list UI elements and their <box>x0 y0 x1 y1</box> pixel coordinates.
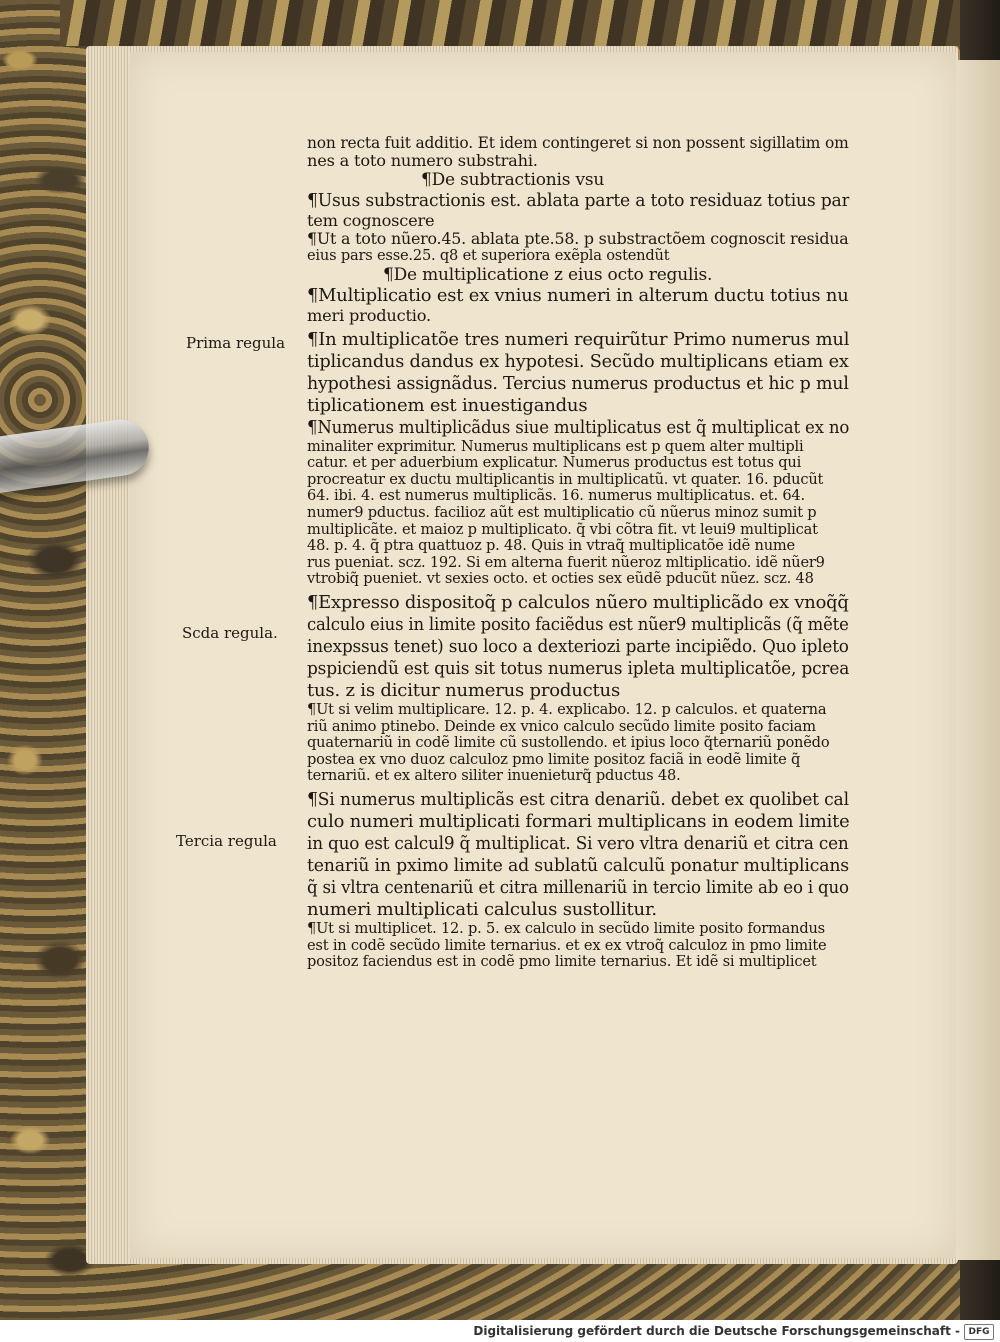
text-line: pspiciendũ est quis sit totus numerus ipleta multiplicatõe, pcrea <box>307 657 850 679</box>
text-line: positoz faciendus est in codẽ pmo limite ternarius. Et idẽ si multiplicet <box>307 954 817 971</box>
margin-note-secunda-regula: Scda regula. <box>182 624 278 642</box>
text-line: ternariũ. et ex altero siliter inuenieturq̃ pductus 48. <box>307 768 681 785</box>
section-heading: ¶De subtractionis vsu <box>421 170 605 190</box>
margin-note-prima-regula: Prima regula <box>186 334 286 352</box>
text-line: q̃ si vltra centenariũ et citra millenariũ in tercio limite ab eo i quo <box>307 876 849 898</box>
text-line: procreatur ex ductu multiplicantis in multiplicatũ. vt quater. 16. pducũt <box>307 471 824 488</box>
text-line: ¶Numerus multiplicãdus siue multiplicatus est q̃ multiplicat ex no <box>307 416 849 438</box>
text-line: 48. p. 4. q̃ ptra quattuoz p. 48. Quis in vtraq̃ multiplicatõe idẽ nume <box>307 538 795 555</box>
section-heading: ¶De multiplicatione z eius octo regulis. <box>383 264 713 285</box>
text-line: minaliter exprimitur. Numerus multiplicans est p quem alter multipli <box>307 438 804 455</box>
text-line: ¶Ut a toto nũero.45. ablata pte.58. p substractõem cognoscit residua <box>307 230 849 248</box>
text-line: vtrobiq̃ pueniet. vt sexies octo. et octies sex eũdẽ pducũt nũez. scz. 48 <box>307 571 814 588</box>
text-line: postea ex vno duoz calculoz pmo limite positoz faciã in eodẽ limite q̃ <box>307 751 801 768</box>
text-line: ¶Ut si velim multiplicare. 12. p. 4. explicabo. 12. p calculos. et quaterna <box>307 701 827 718</box>
text-line: non recta fuit additio. Et idem contingeret si non possent sigillatim om <box>307 134 849 152</box>
margin-note-tercia-regula: Tercia regula <box>176 832 277 850</box>
text-line: ¶Usus substractionis est. ablata parte a toto residuaz totius par <box>307 190 850 211</box>
text-line: inexpssus tenet) suo loco a dexteriozi parte incipiẽdo. Quo ipleto <box>307 635 849 657</box>
facing-page <box>958 60 1000 1260</box>
text-line: tem cognoscere <box>307 212 435 230</box>
text-line: tenariũ in pximo limite ad sublatũ calculũ ponatur multiplicans <box>307 854 849 876</box>
text-line: ¶Multiplicatio est ex vnius numeri in alterum ductu totius nu <box>307 284 849 306</box>
text-line: calculo eius in limite posito faciẽdus est nũer9 multiplicãs (q̃ mẽte <box>307 613 849 635</box>
text-line: tiplicationem est inuestigandus <box>307 394 588 416</box>
text-line: tus. z is dicitur numerus productus <box>307 679 620 701</box>
text-line: nes a toto numero substrahi. <box>307 152 538 170</box>
page-text <box>307 134 849 971</box>
text-line: ¶Expresso dispositoq̃ p calculos nũero multiplicãdo ex vnoq̃q̃ <box>307 591 849 613</box>
funding-text: Digitalisierung gefördert durch die Deutsche Forschungsgemeinschaft - <box>473 1324 960 1338</box>
text-line: culo numeri multiplicati formari multiplicans in eodem limite <box>307 810 850 832</box>
text-line: riũ animo ptinebo. Deinde ex vnico calculo secũdo limite posito faciam <box>307 718 816 735</box>
text-line: 64. ibi. 4. est numerus multiplicãs. 16. numerus multiplicatus. et. 64. <box>307 488 805 505</box>
dfg-logo: DFG <box>964 1324 994 1340</box>
text-line: rus pueniat. scz. 192. Si em alterna fuerit nũeroz mltiplicatio. idẽ nũer9 <box>307 554 825 571</box>
text-line: meri productio. <box>307 306 431 325</box>
text-line: hypothesi assignãdus. Tercius numerus productus et hic p mul <box>307 372 849 394</box>
text-line: ¶Si numerus multiplicãs est citra denariũ. debet ex quolibet cal <box>307 788 849 810</box>
book-cover-top-edge <box>60 0 960 46</box>
text-line: quaternariũ in codẽ limite cũ sustollendo. et ipius loco q̃ternariũ ponẽdo <box>307 735 830 752</box>
funding-footer <box>0 1320 1000 1342</box>
text-line: in quo est calcul9 q̃ multiplicat. Si vero vltra denariũ et citra cen <box>307 832 849 854</box>
text-line: numer9 pductus. facilioz aũt est multiplicatio cũ nũerus minoz sumit p <box>307 504 817 521</box>
text-line: est in codẽ secũdo limite ternarius. et ex ex vtroq̃ calculoz in pmo limite <box>307 937 827 954</box>
text-line: multiplicãte. et maioz p multiplicato. q̃ vbi cõtra fit. vt leui9 multiplicat <box>307 521 818 538</box>
text-line: tiplicandus dandus ex hypotesi. Secũdo multiplicans etiam ex <box>307 350 849 372</box>
text-line: ¶In multiplicatõe tres numeri requirũtur Primo numerus mul <box>307 328 849 350</box>
text-line: eius pars esse.25. q8 et superiora exẽpla ostendũt <box>307 248 670 264</box>
text-line: numeri multiplicati calculus sustollitur. <box>307 898 657 920</box>
text-line: catur. et per aduerbium explicatur. Numerus productus est totus qui <box>307 455 802 472</box>
text-line: ¶Ut si multiplicet. 12. p. 5. ex calculo in secũdo limite posito formandus <box>307 920 825 937</box>
